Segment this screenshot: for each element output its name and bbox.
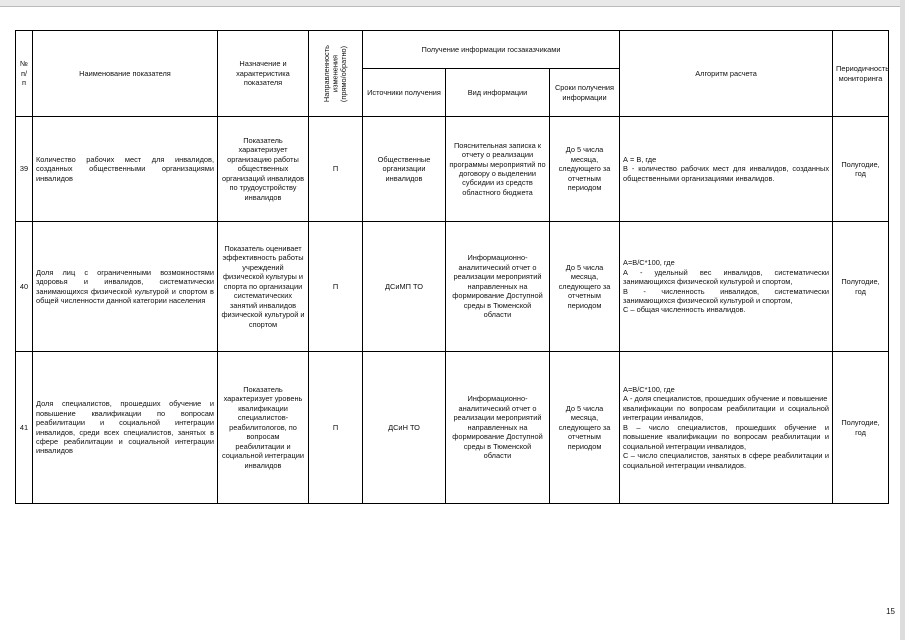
header-info-type: Вид информации bbox=[446, 69, 550, 117]
row-algorithm bbox=[620, 117, 833, 222]
table-row bbox=[16, 352, 889, 504]
row-direction: П bbox=[309, 352, 363, 504]
row-period: Полугодие, год bbox=[833, 117, 889, 222]
row-terms: До 5 числа месяца, следующего за отчетным периодом bbox=[550, 222, 620, 352]
algorithm-line: В - количество рабочих мест для инвалидов, созданных общественными организациями инвалидов. bbox=[623, 164, 830, 183]
algorithm-line: квалификации по вопросам реабилитации и социальной интеграции инвалидов, bbox=[623, 403, 830, 423]
header-num: № п/п bbox=[16, 31, 33, 117]
row-info-type: Информационно-аналитический отчет о реализации мероприятий направленных на формирование Доступной среды в Тюменской области bbox=[446, 222, 550, 352]
algorithm-line: В - численность инвалидов, систематически занимающихся физической культурой и спортом, bbox=[623, 286, 830, 305]
row-indicator: Количество рабочих мест для инвалидов, созданных общественными организациями инвалидов bbox=[33, 117, 218, 222]
row-period: Полугодие, год bbox=[833, 352, 889, 504]
algorithm-line: А=В/С*100, где bbox=[623, 384, 675, 394]
row-purpose: Показатель оценивает эффективность работы учреждений физической культуры и спорта по организации систематических занятий инвалидов физической культурой и спортом bbox=[218, 222, 309, 352]
header-purpose: Назначение и характеристика показателя bbox=[218, 31, 309, 117]
header-direction bbox=[309, 31, 363, 117]
algorithm-line: А - доля специалистов, прошедших обучение и повышение bbox=[623, 394, 828, 404]
page-right-edge bbox=[900, 0, 905, 640]
header-sources: Источники получения bbox=[363, 69, 446, 117]
table-row bbox=[16, 222, 889, 352]
row-period: Полугодие, год bbox=[833, 222, 889, 352]
row-purpose: Показатель характеризует организацию работы общественных организаций инвалидов по трудоустройству инвалидов bbox=[218, 117, 309, 222]
header-direction-text: Направленность изменения (прямо/обратно) bbox=[321, 44, 348, 103]
header-terms: Сроки получения информации bbox=[550, 69, 620, 117]
row-source: ДСиН ТО bbox=[363, 352, 446, 504]
indicators-table bbox=[15, 30, 889, 504]
row-info-type: Пояснительная записка к отчету о реализации программы мероприятий по договору о выделении субсидии из средств областного бюджета bbox=[446, 117, 550, 222]
algorithm-line: С – общая численность инвалидов. bbox=[623, 305, 746, 315]
row-algorithm bbox=[620, 352, 833, 504]
row-info-type: Информационно-аналитический отчет о реализации мероприятий направленных на формирование Доступной среды в Тюменской области bbox=[446, 352, 550, 504]
row-terms: До 5 числа месяца, следующего за отчетным периодом bbox=[550, 352, 620, 504]
row-source: ДСиМП ТО bbox=[363, 222, 446, 352]
row-direction: П bbox=[309, 222, 363, 352]
row-indicator: Доля лиц с ограниченными возможностями здоровья и инвалидов, систематически занимающихся физической культурой и спортом в общей численности данной категории населения bbox=[33, 222, 218, 352]
row-purpose: Показатель характеризует уровень квалификации специалистов-реабилитологов, по вопросам реабилитации и социальной интеграции инвалидов bbox=[218, 352, 309, 504]
algorithm-line: А - удельный вес инвалидов, систематически занимающихся физической культурой и спортом, bbox=[623, 267, 830, 287]
algorithm-line: А = В, где bbox=[623, 154, 657, 164]
algorithm-line: А=В/С*100, где bbox=[623, 258, 675, 268]
row-algorithm bbox=[620, 222, 833, 352]
row-num: 40 bbox=[16, 222, 33, 352]
header-info-group: Получение информации госзаказчиками bbox=[363, 31, 620, 69]
table-row bbox=[16, 117, 889, 222]
header-period: Периодичность мониторинга bbox=[833, 31, 889, 117]
page-number: 15 bbox=[886, 607, 895, 616]
row-num: 41 bbox=[16, 352, 33, 504]
header-algorithm: Алгоритм расчета bbox=[620, 31, 833, 117]
row-indicator: Доля специалистов, прошедших обучение и повышение квалификации по вопросам реабилитации и социальной интеграции инвалидов, среди всех специалистов, занятых в сфере реабилитации и социальной интеграции инвалидов bbox=[33, 352, 218, 504]
row-terms: До 5 числа месяца, следующего за отчетным периодом bbox=[550, 117, 620, 222]
row-num: 39 bbox=[16, 117, 33, 222]
row-direction: П bbox=[309, 117, 363, 222]
algorithm-line: С – число специалистов, занятых в сфере реабилитации и социальной интеграции инвалидов. bbox=[623, 451, 830, 470]
algorithm-line: В – число специалистов, прошедших обучение и повышение квалификации по вопросам реабилитации и социальной интеграции инвалидов, bbox=[623, 422, 830, 451]
page-top-edge bbox=[0, 0, 905, 7]
header-indicator: Наименование показателя bbox=[33, 31, 218, 117]
row-source: Общественные организации инвалидов bbox=[363, 117, 446, 222]
